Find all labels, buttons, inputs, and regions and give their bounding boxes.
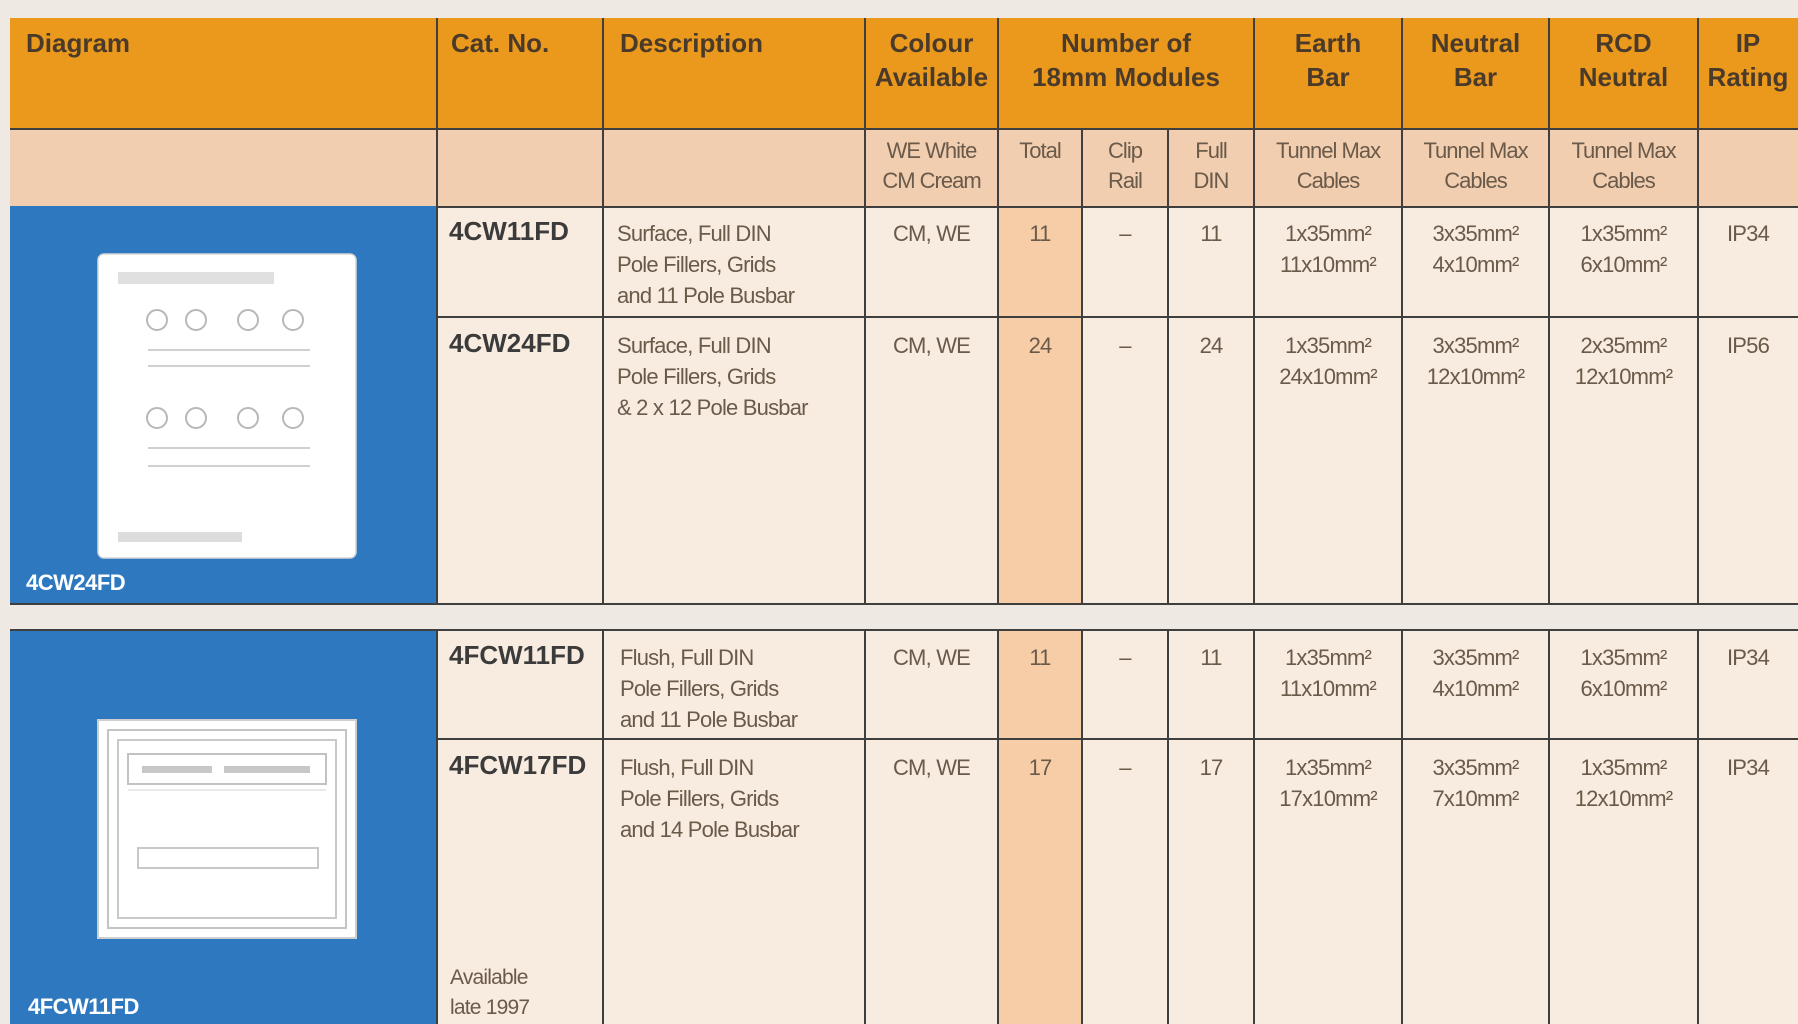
column-divider bbox=[1697, 630, 1699, 1024]
subheader-total bbox=[998, 130, 1082, 206]
column-divider bbox=[1081, 630, 1083, 1024]
header-earth-line1: Earth bbox=[1294, 28, 1362, 58]
colour-cell bbox=[865, 630, 998, 738]
subheader-full-din bbox=[1168, 130, 1254, 206]
rcd-neutral-cell bbox=[1549, 318, 1698, 604]
header-description-label: Description bbox=[620, 28, 764, 58]
column-divider bbox=[436, 18, 438, 604]
ip-rating-value: IP34 bbox=[1726, 221, 1770, 246]
subheader-earth-line2: Cables bbox=[1296, 168, 1360, 193]
column-divider bbox=[1548, 18, 1550, 604]
earth-bar-cell bbox=[1254, 740, 1402, 1024]
total-modules-value: 11 bbox=[1029, 221, 1051, 246]
subheader-rcd bbox=[1549, 130, 1698, 206]
total-modules-value: 11 bbox=[1029, 645, 1051, 670]
column-divider bbox=[436, 630, 438, 1024]
availability-note-line2: late 1997 bbox=[450, 996, 530, 1019]
column-divider bbox=[997, 630, 999, 1024]
header-modules-line2: 18mm Modules bbox=[1032, 62, 1220, 92]
rcd-neutral-line1: 1x35mm² bbox=[1580, 755, 1667, 780]
description-line1: Flush, Full DIN bbox=[620, 645, 754, 670]
rcd-neutral-line2: 6x10mm² bbox=[1580, 252, 1667, 277]
subheader-ip bbox=[1698, 130, 1798, 206]
header-modules-line1: Number of bbox=[1061, 28, 1191, 58]
subheader-earth bbox=[1254, 130, 1402, 206]
earth-bar-cell bbox=[1254, 318, 1402, 604]
subheader-earth-line1: Tunnel Max bbox=[1275, 138, 1381, 163]
earth-bar-line1: 1x35mm² bbox=[1284, 333, 1372, 358]
ip-rating-cell bbox=[1698, 206, 1798, 316]
description-line3: and 11 Pole Busbar bbox=[620, 707, 798, 732]
diagram-label-flush: 4FCW11FD bbox=[28, 994, 139, 1019]
rcd-neutral-line2: 6x10mm² bbox=[1580, 676, 1667, 701]
header-rcd-line2: Neutral bbox=[1578, 62, 1669, 92]
column-divider bbox=[1401, 18, 1403, 604]
header-rcd-neutral bbox=[1549, 18, 1698, 128]
earth-bar-line2: 11x10mm² bbox=[1280, 676, 1376, 701]
header-ip-line2: Rating bbox=[1707, 62, 1789, 92]
clip-rail-value: – bbox=[1119, 755, 1131, 780]
row-divider bbox=[437, 738, 1798, 740]
column-divider bbox=[997, 18, 999, 604]
header-earth-bar bbox=[1254, 18, 1402, 128]
subheader-description bbox=[603, 130, 865, 206]
cat-no-value: 4FCW11FD bbox=[449, 640, 585, 670]
total-modules-cell bbox=[998, 740, 1082, 1024]
description-line2: Pole Fillers, Grids bbox=[620, 676, 779, 701]
neutral-bar-line1: 3x35mm² bbox=[1432, 333, 1519, 358]
full-din-cell bbox=[1168, 740, 1254, 1024]
neutral-bar-cell bbox=[1402, 318, 1549, 604]
rcd-neutral-cell bbox=[1549, 630, 1698, 738]
row-divider bbox=[437, 206, 1798, 208]
ip-rating-cell bbox=[1698, 740, 1798, 1024]
full-din-value: 11 bbox=[1200, 645, 1222, 670]
colour-cell bbox=[865, 206, 998, 316]
column-divider bbox=[1548, 630, 1550, 1024]
subheader-clip-rail bbox=[1082, 130, 1168, 206]
row-divider bbox=[437, 316, 1798, 318]
clip-rail-cell bbox=[1082, 206, 1168, 316]
description-line1: Flush, Full DIN bbox=[620, 755, 754, 780]
header-description bbox=[603, 18, 865, 128]
subheader-rcd-line2: Cables bbox=[1592, 168, 1655, 193]
rcd-neutral-line2: 12x10mm² bbox=[1574, 364, 1673, 389]
column-divider bbox=[1253, 18, 1255, 604]
consumer-unit-surface-diagram bbox=[10, 206, 437, 604]
clip-rail-cell bbox=[1082, 318, 1168, 604]
total-modules-cell bbox=[998, 630, 1082, 738]
description-line2: Pole Fillers, Grids bbox=[617, 364, 776, 389]
subheader-neutral-line2: Cables bbox=[1444, 168, 1507, 193]
cat-no-value: 4CW24FD bbox=[449, 328, 571, 358]
neutral-bar-cell bbox=[1402, 740, 1549, 1024]
column-divider bbox=[1081, 130, 1083, 604]
clip-rail-cell bbox=[1082, 740, 1168, 1024]
header-colour-line1: Colour bbox=[889, 28, 974, 58]
total-modules-cell bbox=[998, 318, 1082, 604]
subheader-colour-line1: WE White bbox=[886, 138, 977, 163]
ip-rating-value: IP56 bbox=[1726, 333, 1770, 358]
neutral-bar-line2: 12x10mm² bbox=[1426, 364, 1525, 389]
column-divider bbox=[602, 630, 604, 1024]
header-earth-line2: Bar bbox=[1306, 62, 1350, 92]
header-cat-no-label: Cat. No. bbox=[451, 28, 550, 58]
rcd-neutral-cell bbox=[1549, 206, 1698, 316]
description-cell bbox=[603, 630, 865, 738]
diagram-panel-flush bbox=[10, 630, 437, 1024]
description-line2: Pole Fillers, Grids bbox=[617, 252, 776, 277]
earth-bar-cell bbox=[1254, 630, 1402, 738]
column-divider bbox=[864, 630, 866, 1024]
subheader-colour-line2: CM Cream bbox=[882, 168, 981, 193]
header-diagram bbox=[10, 18, 437, 128]
header-colour-line2: Available bbox=[874, 62, 989, 92]
header-ip-line1: IP bbox=[1735, 28, 1761, 58]
subheader-rcd-line1: Tunnel Max bbox=[1571, 138, 1676, 163]
subheader-clip-line2: Rail bbox=[1108, 168, 1142, 193]
description-cell bbox=[603, 740, 865, 1024]
full-din-value: 17 bbox=[1199, 755, 1223, 780]
earth-bar-line1: 1x35mm² bbox=[1284, 755, 1372, 780]
colour-value: CM, WE bbox=[892, 755, 971, 780]
neutral-bar-line2: 4x10mm² bbox=[1432, 676, 1519, 701]
availability-note-line1: Available bbox=[450, 966, 528, 989]
colour-value: CM, WE bbox=[892, 645, 971, 670]
colour-value: CM, WE bbox=[892, 333, 971, 358]
description-line3: and 11 Pole Busbar bbox=[617, 283, 795, 308]
header-ip-rating bbox=[1698, 18, 1798, 128]
header-modules bbox=[998, 18, 1254, 128]
description-line3: & 2 x 12 Pole Busbar bbox=[617, 395, 808, 420]
cat-no-cell bbox=[437, 630, 603, 738]
subheader-neutral-line1: Tunnel Max bbox=[1423, 138, 1528, 163]
subheader-colour bbox=[865, 130, 998, 206]
earth-bar-line2: 17x10mm² bbox=[1279, 786, 1377, 811]
clip-rail-value: – bbox=[1119, 221, 1131, 246]
header-diagram-label: Diagram bbox=[26, 28, 131, 58]
subheader-diagram bbox=[10, 130, 437, 206]
colour-cell bbox=[865, 318, 998, 604]
description-line1: Surface, Full DIN bbox=[617, 221, 771, 246]
header-neutral-bar bbox=[1402, 18, 1549, 128]
total-modules-value: 17 bbox=[1028, 755, 1052, 780]
description-line1: Surface, Full DIN bbox=[617, 333, 771, 358]
rcd-neutral-line1: 2x35mm² bbox=[1580, 333, 1667, 358]
header-rcd-line1: RCD bbox=[1595, 28, 1652, 58]
column-divider bbox=[864, 18, 866, 604]
row-divider bbox=[10, 629, 1798, 631]
ip-rating-cell bbox=[1698, 630, 1798, 738]
subheader-cat-no bbox=[437, 130, 603, 206]
column-divider bbox=[1697, 18, 1699, 604]
colour-value: CM, WE bbox=[892, 221, 971, 246]
column-divider bbox=[1167, 630, 1169, 1024]
ip-rating-value: IP34 bbox=[1726, 645, 1770, 670]
full-din-cell bbox=[1168, 318, 1254, 604]
header-colour bbox=[865, 18, 998, 128]
rcd-neutral-line2: 12x10mm² bbox=[1574, 786, 1673, 811]
cat-no-value: 4FCW17FD bbox=[449, 750, 587, 780]
neutral-bar-line1: 3x35mm² bbox=[1432, 221, 1519, 246]
neutral-bar-line1: 3x35mm² bbox=[1432, 755, 1519, 780]
consumer-unit-flush-diagram bbox=[10, 630, 437, 1024]
header-cat-no bbox=[437, 18, 603, 128]
cat-no-value: 4CW11FD bbox=[449, 216, 569, 246]
total-modules-cell bbox=[998, 206, 1082, 316]
subheader-neutral bbox=[1402, 130, 1549, 206]
rcd-neutral-cell bbox=[1549, 740, 1698, 1024]
ip-rating-cell bbox=[1698, 318, 1798, 604]
earth-bar-cell bbox=[1254, 206, 1402, 316]
full-din-value: 11 bbox=[1200, 221, 1222, 246]
neutral-bar-line2: 4x10mm² bbox=[1432, 252, 1519, 277]
cat-no-cell bbox=[437, 318, 603, 604]
column-divider bbox=[1253, 630, 1255, 1024]
clip-rail-value: – bbox=[1119, 645, 1131, 670]
subheader-clip-line1: Clip bbox=[1108, 138, 1142, 163]
column-divider bbox=[1401, 630, 1403, 1024]
full-din-cell bbox=[1168, 630, 1254, 738]
subheader-full-line1: Full bbox=[1195, 138, 1227, 163]
row-divider bbox=[10, 603, 1798, 605]
full-din-cell bbox=[1168, 206, 1254, 316]
header-neutral-line1: Neutral bbox=[1430, 28, 1521, 58]
description-cell bbox=[603, 206, 865, 316]
subheader-full-line2: DIN bbox=[1193, 168, 1229, 193]
header-neutral-line2: Bar bbox=[1453, 62, 1498, 92]
earth-bar-line1: 1x35mm² bbox=[1284, 221, 1372, 246]
ip-rating-value: IP34 bbox=[1726, 755, 1770, 780]
clip-rail-cell bbox=[1082, 630, 1168, 738]
clip-rail-value: – bbox=[1119, 333, 1131, 358]
diagram-panel-surface bbox=[10, 206, 437, 604]
cat-no-cell bbox=[437, 206, 603, 316]
colour-cell bbox=[865, 740, 998, 1024]
rcd-neutral-line1: 1x35mm² bbox=[1580, 221, 1667, 246]
availability-note bbox=[450, 963, 529, 1023]
earth-bar-line1: 1x35mm² bbox=[1284, 645, 1372, 670]
column-divider bbox=[1167, 130, 1169, 604]
row-divider bbox=[10, 128, 1798, 130]
neutral-bar-line1: 3x35mm² bbox=[1432, 645, 1519, 670]
neutral-bar-line2: 7x10mm² bbox=[1432, 786, 1519, 811]
diagram-label-surface: 4CW24FD bbox=[26, 570, 126, 595]
earth-bar-line2: 24x10mm² bbox=[1279, 364, 1377, 389]
description-cell bbox=[603, 318, 865, 604]
full-din-value: 24 bbox=[1199, 333, 1223, 358]
earth-bar-line2: 11x10mm² bbox=[1280, 252, 1376, 277]
description-line2: Pole Fillers, Grids bbox=[620, 786, 779, 811]
neutral-bar-cell bbox=[1402, 206, 1549, 316]
subheader-total-label: Total bbox=[1019, 138, 1061, 163]
neutral-bar-cell bbox=[1402, 630, 1549, 738]
description-line3: and 14 Pole Busbar bbox=[620, 817, 799, 842]
column-divider bbox=[602, 18, 604, 604]
total-modules-value: 24 bbox=[1028, 333, 1052, 358]
rcd-neutral-line1: 1x35mm² bbox=[1580, 645, 1667, 670]
